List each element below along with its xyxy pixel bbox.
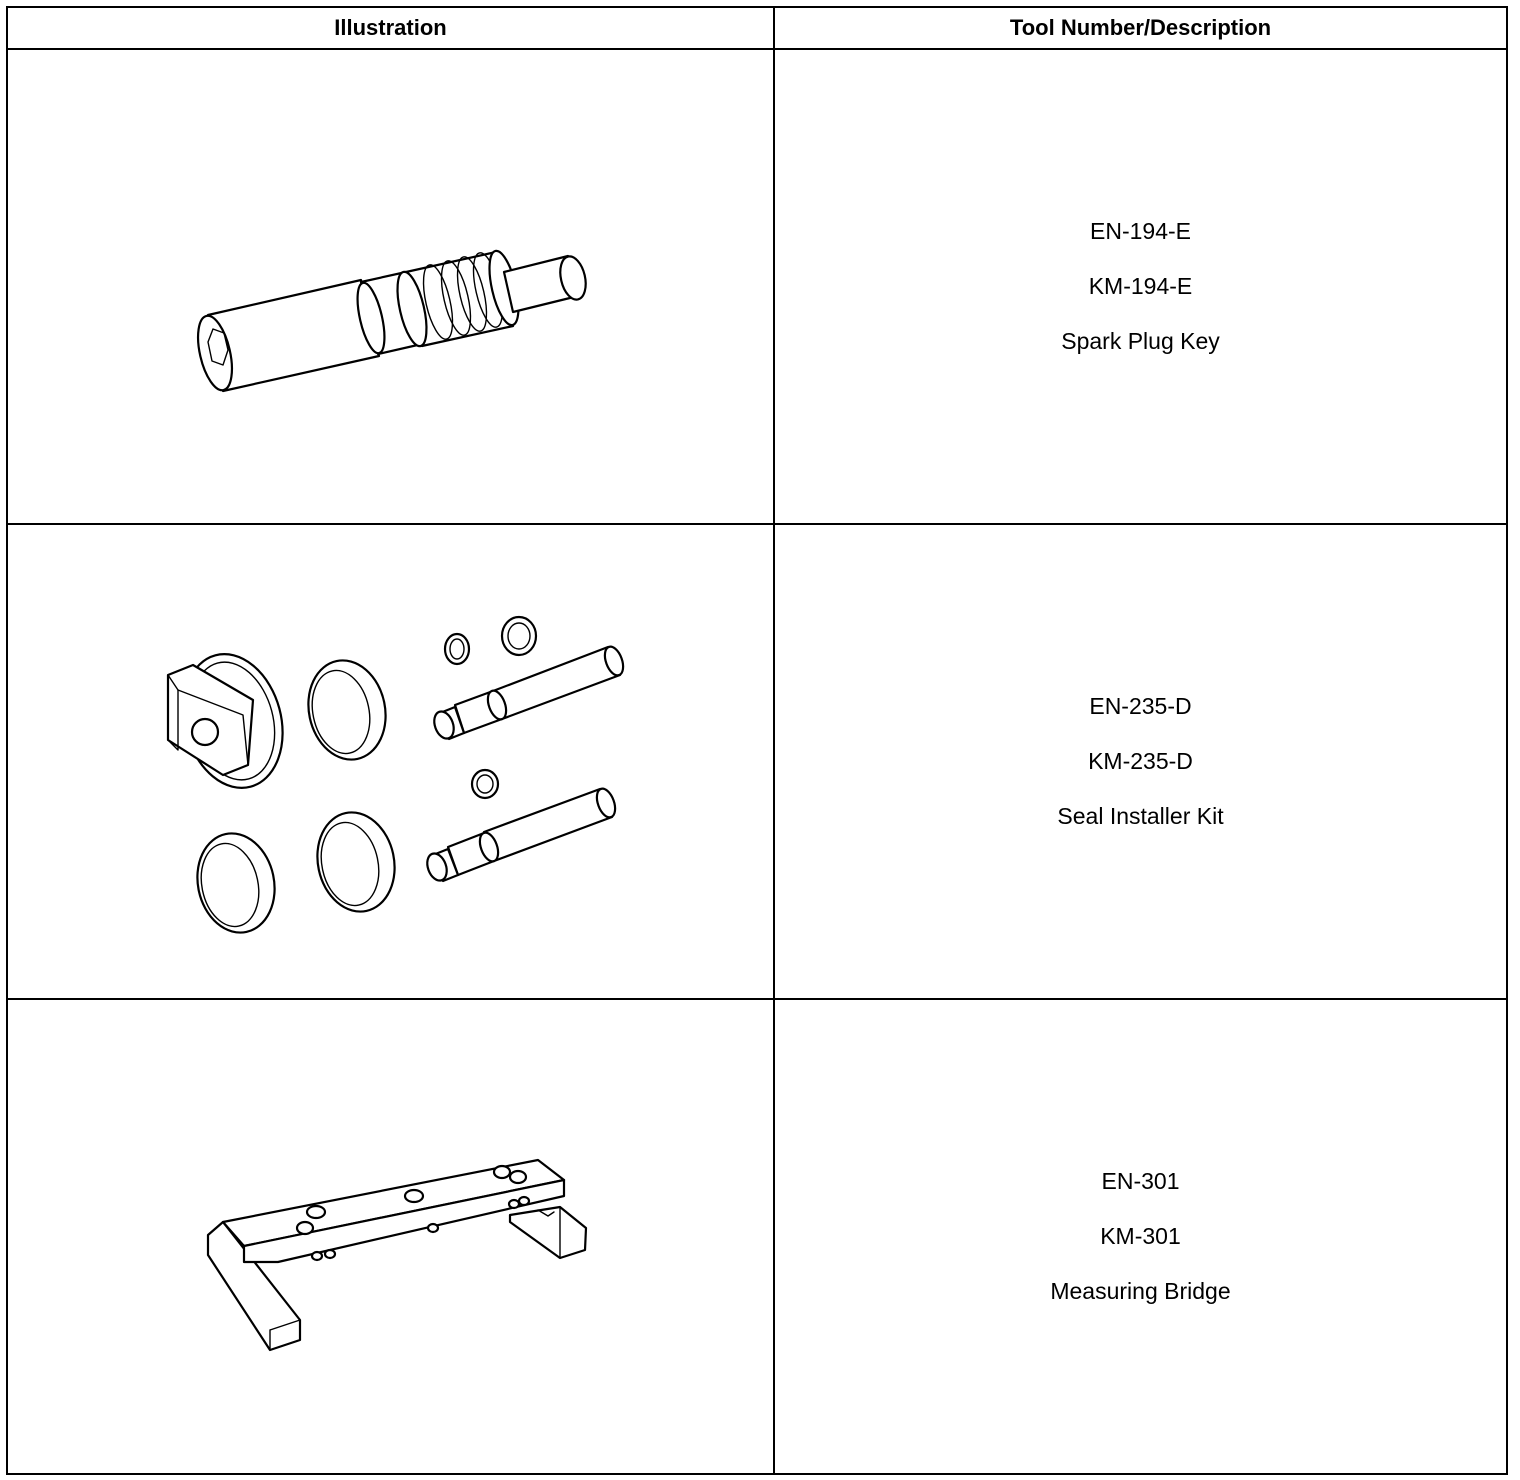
table-row [7,999,1507,1474]
tool-number-en: EN-235-D [1089,693,1192,719]
illustration-cell [7,49,774,524]
tool-description-cell [774,999,1507,1474]
tool-number-km: KM-194-E [1088,273,1193,299]
table-row [7,49,1507,524]
illustration-cell [7,524,774,999]
seal-installer-kit-icon [8,525,775,998]
tool-name: Measuring Bridge [1050,1278,1231,1304]
table-row [7,524,1507,999]
header-illustration: Illustration [7,7,774,49]
tool-description-cell [774,49,1507,524]
special-tools-table [6,6,1508,1475]
tool-number-km: KM-235-D [1088,748,1193,774]
tool-name: Spark Plug Key [1061,328,1220,354]
tool-name: Seal Installer Kit [1057,803,1224,829]
measuring-bridge-icon [8,1000,775,1473]
tool-number-en: EN-194-E [1090,218,1191,244]
header-tool-description: Tool Number/Description [774,7,1507,49]
table-header-row [7,7,1507,49]
tool-description-cell [774,524,1507,999]
illustration-cell [7,999,774,1474]
spark-plug-key-icon [8,50,775,523]
tool-number-en: EN-301 [1101,1168,1180,1194]
tool-number-km: KM-301 [1100,1223,1181,1249]
